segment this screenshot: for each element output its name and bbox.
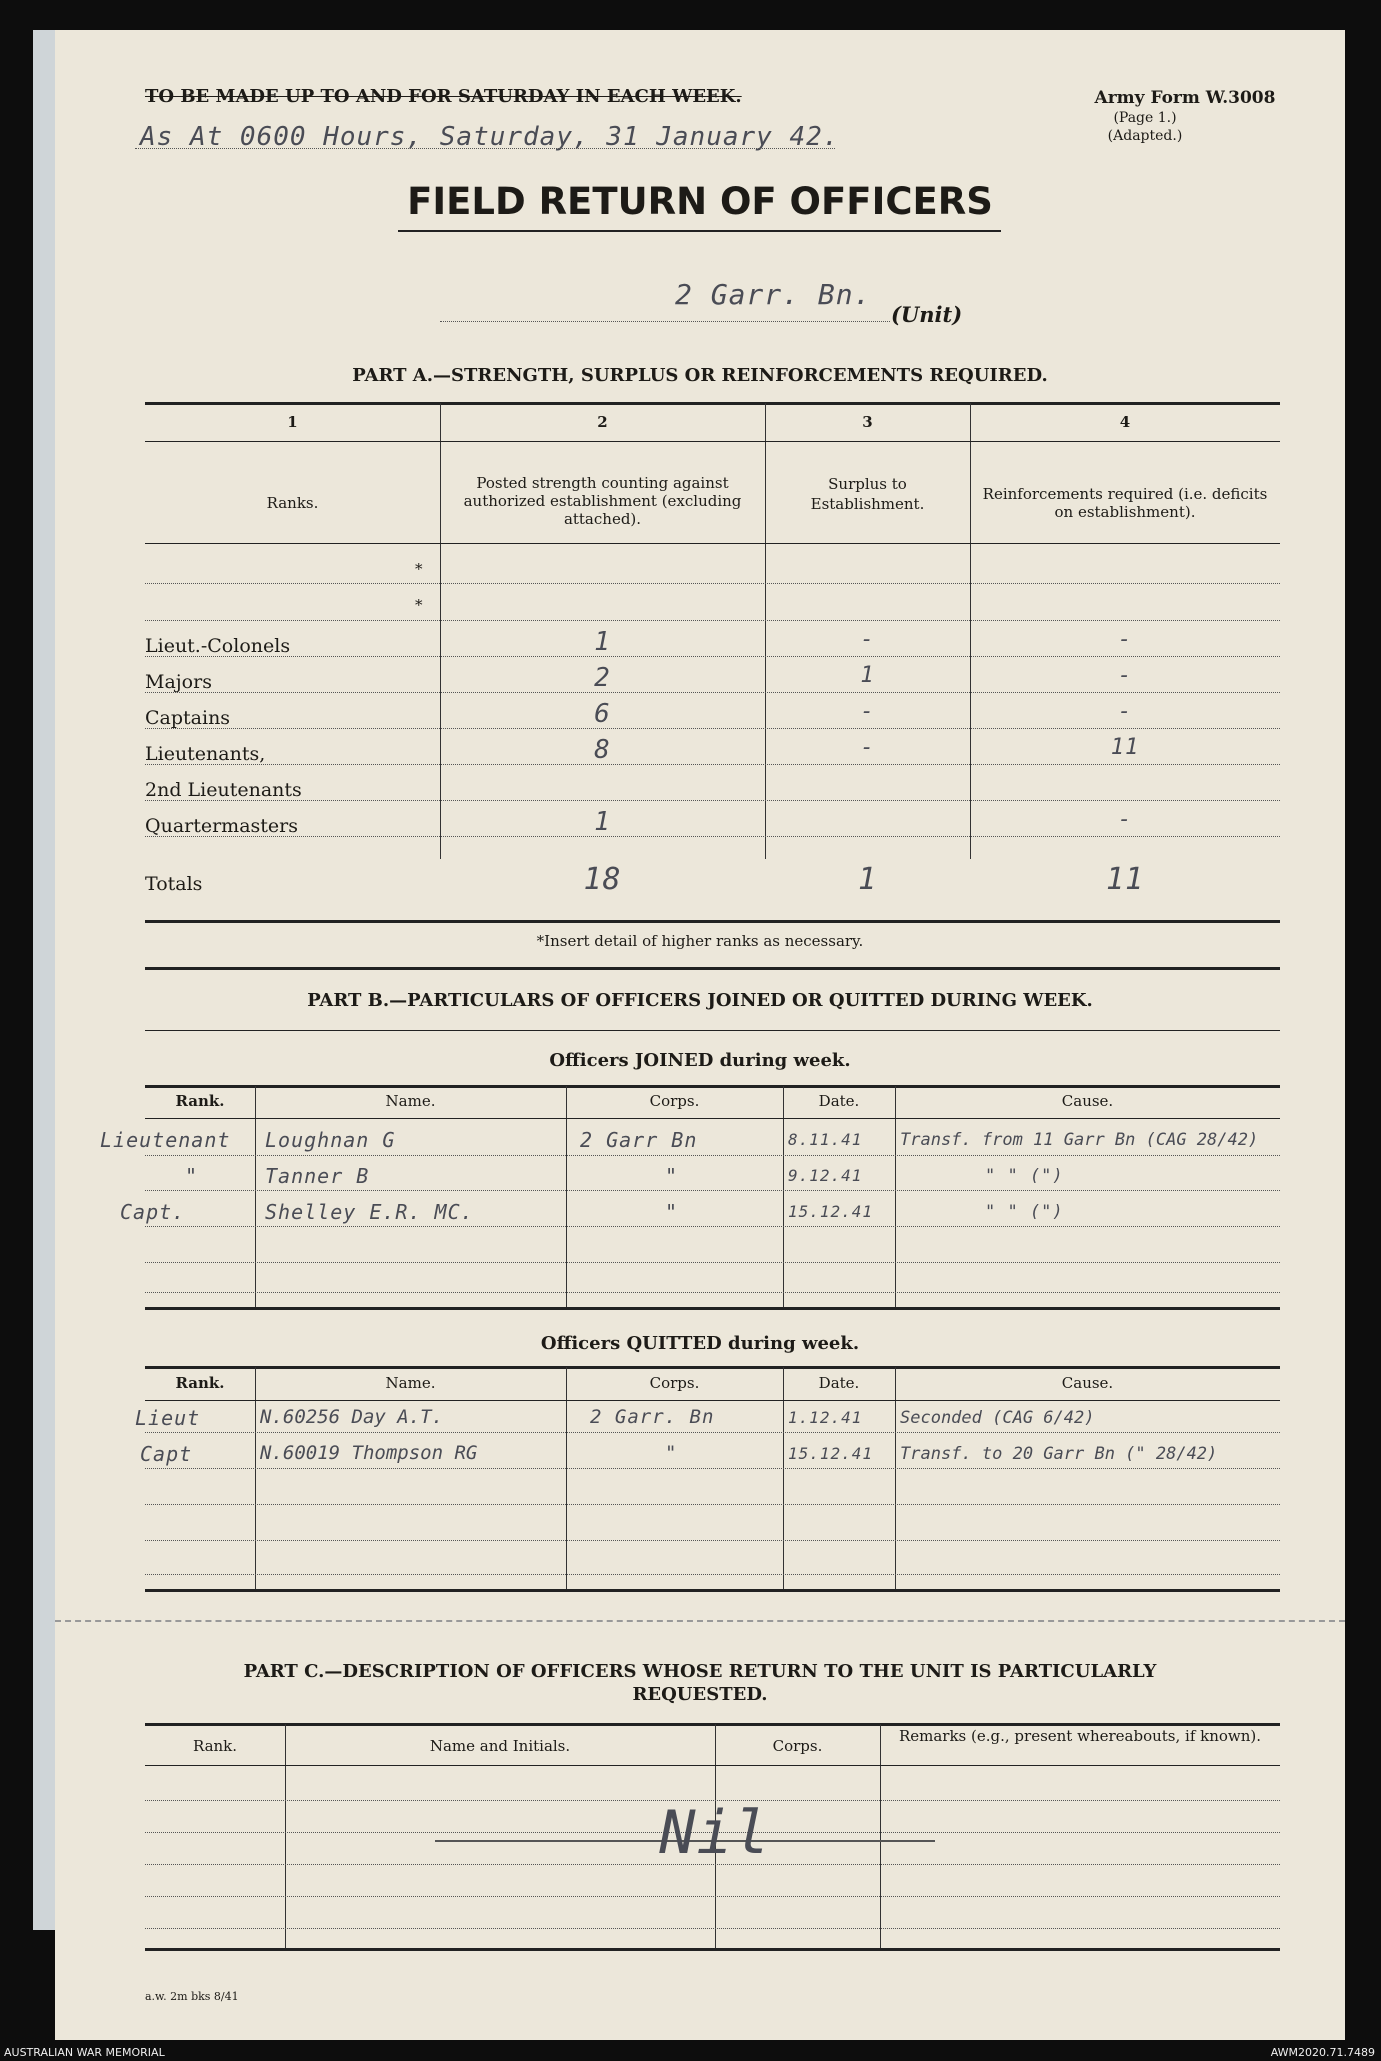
table-row-surplus: 1 (860, 663, 875, 688)
list-item-corps: " (665, 1442, 678, 1464)
part-c-col-remarks: Remarks (e.g., present whereabouts, if known). (898, 1727, 1262, 1745)
row-line (145, 1155, 1280, 1156)
struck-instruction: TO BE MADE UP TO AND FOR SATURDAY IN EACH WEEK. (145, 86, 742, 107)
handwritten-date: As At 0600 Hours, Saturday, 31 January 42. (140, 122, 840, 152)
row-line (145, 1928, 1280, 1929)
form-sheet (55, 30, 1345, 2040)
list-item-date: 8.11.41 (788, 1130, 863, 1149)
part-a-footnote: *Insert detail of higher ranks as necessary. (536, 932, 864, 950)
table-row-rank: Majors (145, 671, 212, 693)
row-line (145, 1540, 1280, 1541)
list-item-rank: Capt. (120, 1200, 186, 1224)
row-line (145, 656, 1280, 657)
row-line (145, 728, 1280, 729)
date-underline (135, 148, 835, 149)
quitted-top-rule (145, 1366, 1280, 1369)
table-row-rank: 2nd Lieutenants (145, 779, 302, 801)
joined-header-rule (145, 1118, 1280, 1119)
quitted-header-rule (145, 1400, 1280, 1401)
table-row-posted: 2 (594, 663, 611, 693)
list-item-corps: " (665, 1200, 679, 1224)
joined-col-name: Name. (385, 1092, 436, 1110)
quitted-col-date: Date. (818, 1374, 860, 1392)
row-line (145, 836, 1280, 837)
table-row-surplus: - (860, 699, 875, 724)
list-item-cause: Transf. to 20 Garr Bn (" 28/42) (900, 1444, 1218, 1464)
table-row-reinf: - (1117, 699, 1133, 724)
quitted-col-rank: Rank. (175, 1374, 225, 1392)
list-item-rank: " (185, 1164, 199, 1188)
part-a-heading: PART A.—STRENGTH, SURPLUS OR REINFORCEMENTS REQUIRED. (352, 365, 1048, 386)
part-c-col-rank: Rank. (192, 1737, 238, 1755)
list-item-name: N.60256 Day A.T. (260, 1406, 444, 1428)
part-c-col-corps: Corps. (772, 1737, 823, 1755)
col-number-4: 4 (1119, 413, 1131, 431)
form-page: (Page 1.) (1113, 110, 1177, 126)
table-row-reinf: 11 (1110, 735, 1140, 760)
joined-top-rule (145, 1085, 1280, 1088)
part-c-heading-line1: PART C.—DESCRIPTION OF OFFICERS WHOSE RETURN TO THE UNIT IS PARTICULARLY (243, 1661, 1157, 1682)
list-item-rank: Capt (140, 1442, 193, 1466)
part-a-header-rule (145, 543, 1280, 544)
totals-reinf: 11 (1105, 862, 1145, 897)
list-item-date: 1.12.41 (788, 1408, 863, 1427)
row-line (145, 1262, 1280, 1263)
col-header-reinforcements: Reinforcements required (i.e. deficits on establishment). (982, 485, 1268, 521)
list-item-date: 15.12.41 (788, 1444, 874, 1463)
table-row-posted: 1 (594, 807, 611, 837)
archive-caption-left: AUSTRALIAN WAR MEMORIAL (4, 2046, 165, 2059)
table-row-rank: Lieutenants, (145, 743, 266, 765)
col-header-posted: Posted strength counting against authorized establishment (excluding attached). (463, 474, 742, 528)
archive-caption-right: AWM2020.71.7489 (1270, 2046, 1375, 2059)
table-row-reinf: - (1117, 807, 1133, 832)
table-row-surplus: - (860, 627, 875, 652)
list-item-cause: Transf. from 11 Garr Bn (CAG 28/42) (900, 1130, 1259, 1150)
row-line (145, 1292, 1280, 1293)
printer-mark: a.w. 2m bks 8/41 (145, 1990, 239, 2003)
part-a-top-rule (145, 402, 1280, 405)
list-item-corps: 2 Garr. Bn (590, 1406, 715, 1428)
part-c-heading-line2: REQUESTED. (632, 1684, 768, 1705)
row-line (145, 1896, 1280, 1897)
quitted-col-name: Name. (385, 1374, 436, 1392)
table-row-rank: Lieut.-Colonels (145, 635, 291, 657)
table-row-posted: 8 (594, 735, 611, 765)
quitted-col-cause: Cause. (1061, 1374, 1114, 1392)
list-item-name: Shelley E.R. MC. (265, 1200, 474, 1224)
nil-entry: Nil (659, 1798, 771, 1868)
list-item-cause: " " (") (985, 1166, 1064, 1186)
star-row-2: * (415, 596, 423, 614)
part-b-top-rule (145, 967, 1280, 970)
totals-posted: 18 (583, 862, 622, 897)
star-row-2-line (145, 620, 1280, 621)
col-header-surplus: Surplus to Establishment. (810, 475, 925, 513)
row-line (145, 1574, 1280, 1575)
table-row-surplus: - (860, 735, 875, 760)
list-item-corps: 2 Garr Bn (580, 1128, 698, 1152)
part-a-number-rule (145, 441, 1280, 442)
col-number-2: 2 (597, 413, 608, 431)
row-line (145, 1468, 1280, 1469)
totals-label: Totals (145, 873, 203, 895)
star-row-1: * (415, 560, 423, 578)
list-item-date: 15.12.41 (788, 1202, 874, 1221)
row-line (145, 692, 1280, 693)
list-item-cause: Seconded (CAG 6/42) (900, 1408, 1095, 1428)
form-number: Army Form W.3008 (1094, 88, 1276, 108)
list-item-rank: Lieut (135, 1406, 201, 1430)
list-item-date: 9.12.41 (788, 1166, 863, 1185)
joined-col-cause: Cause. (1061, 1092, 1114, 1110)
part-b-heading: PART B.—PARTICULARS OF OFFICERS JOINED OR QUITTED DURING WEEK. (307, 990, 1093, 1011)
part-c-col-divider (880, 1724, 881, 1949)
part-c-heading (55, 1660, 1345, 1706)
star-row-1-line (145, 583, 1280, 584)
quitted-heading: Officers QUITTED during week. (540, 1333, 860, 1354)
row-line (145, 1504, 1280, 1505)
list-item-name: Loughnan G (265, 1128, 396, 1152)
row-line (145, 800, 1280, 801)
part-c-bottom-rule (145, 1948, 1280, 1951)
joined-col-corps: Corps. (649, 1092, 700, 1110)
title-underline (398, 230, 1001, 232)
joined-col-divider (783, 1086, 784, 1308)
joined-col-divider (895, 1086, 896, 1308)
table-row-rank: Captains (145, 707, 231, 729)
table-row-reinf: - (1117, 627, 1133, 652)
part-c-col-name: Name and Initials. (429, 1737, 571, 1755)
row-line (145, 1432, 1280, 1433)
table-row-rank: Quartermasters (145, 815, 298, 837)
row-line (145, 764, 1280, 765)
list-item-corps: " (665, 1164, 679, 1188)
unit-underline (440, 321, 890, 322)
part-c-top-rule (145, 1723, 1280, 1726)
form-adapted: (Adapted.) (1107, 128, 1183, 144)
joined-heading: Officers JOINED during week. (549, 1050, 851, 1071)
part-b-heading-rule (145, 1030, 1280, 1031)
list-item-cause: " " (") (985, 1202, 1064, 1222)
table-row-posted: 6 (594, 699, 611, 729)
list-item-rank: Lieutenant (100, 1128, 231, 1152)
joined-col-divider (255, 1086, 256, 1308)
col-number-1: 1 (287, 413, 298, 431)
col-number-3: 3 (862, 413, 873, 431)
part-c-header-rule (145, 1765, 1280, 1766)
row-line (145, 1190, 1280, 1191)
unit-value: 2 Garr. Bn. (675, 278, 872, 311)
quitted-bottom-rule (145, 1589, 1280, 1592)
part-a-bottom-rule (145, 920, 1280, 923)
col-header-ranks: Ranks. (266, 494, 319, 512)
table-row-reinf: - (1117, 663, 1133, 688)
joined-col-date: Date. (818, 1092, 860, 1110)
table-row-posted: 1 (594, 627, 611, 657)
part-c-col-divider (285, 1724, 286, 1949)
page-title: FIELD RETURN OF OFFICERS (407, 180, 993, 223)
joined-bottom-rule (145, 1307, 1280, 1310)
fold-line (55, 1620, 1345, 1622)
list-item-name: Tanner B (265, 1164, 370, 1188)
joined-col-rank: Rank. (175, 1092, 225, 1110)
joined-col-divider (566, 1086, 567, 1308)
list-item-name: N.60019 Thompson RG (260, 1442, 478, 1464)
unit-label: (Unit) (891, 302, 963, 327)
quitted-col-corps: Corps. (649, 1374, 700, 1392)
totals-surplus: 1 (857, 862, 878, 897)
row-line (145, 1226, 1280, 1227)
